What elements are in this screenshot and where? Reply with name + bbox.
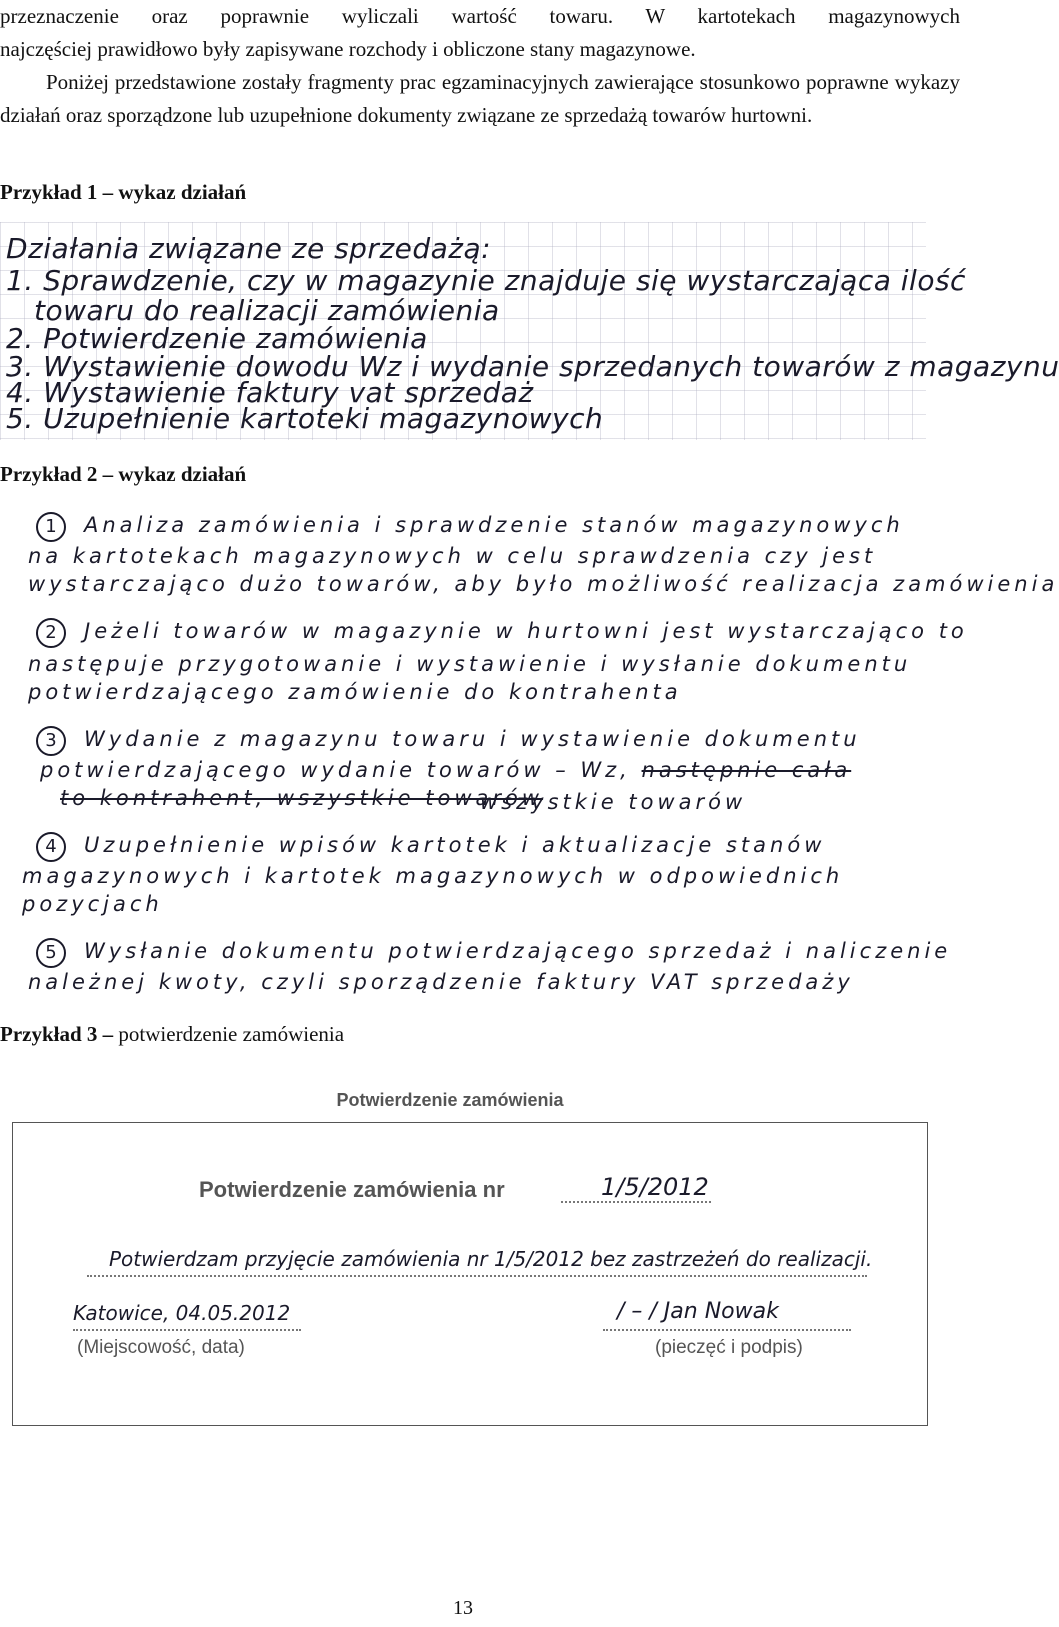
handwritten-line: 3. Wystawienie dowodu Wz i wydanie sprzedanych towarów z magazynu: [6, 350, 1059, 383]
handwritten-line: na kartotekach magazynowych w celu sprawdzenia czy jest: [28, 544, 877, 568]
item-number-circle: 2: [36, 618, 66, 648]
form-heading: Potwierdzenie zamówienia nr: [199, 1177, 505, 1202]
form-title: Potwierdzenie zamówienia: [336, 1090, 564, 1110]
crossed-out-text: to kontrahent, wszystkie towarów: [60, 786, 544, 810]
intro-paragraph-2: Poniżej przedstawione zostały fragmenty prac egzaminacyjnych zawierające stosunkowo poprawne wykazy działań oraz sporządzone lub uzupełnione dokumenty związane ze sprzedażą towarów hurtowni.: [0, 70, 960, 127]
signature-label: (pieczęć i podpis): [655, 1337, 803, 1358]
confirmation-text-handwritten: Potwierdzam przyjęcie zamówienia nr 1/5/2012 bez zastrzeżeń do realizacji.: [109, 1247, 873, 1271]
handwritten-line: potwierdzającego wydanie towarów – Wz, następnie cała: [40, 758, 852, 782]
page-number: 13: [453, 1597, 473, 1619]
crossed-out-text: następnie cała: [641, 758, 852, 782]
dotted-line: [603, 1329, 851, 1331]
intro-line-1: przeznaczenie oraz poprawnie wyliczali wartość towaru. W kartotekach magazynowych: [0, 4, 960, 28]
intro-line-2: najczęściej prawidłowo były zapisywane rozchody i obliczone stany magazynowe.: [0, 37, 696, 61]
handwritten-line: 2. Potwierdzenie zamówienia: [6, 322, 428, 355]
handwritten-line: 4 Uzupełnienie wpisów kartotek i aktualizacje stanów: [36, 832, 825, 862]
place-date-handwritten: Katowice, 04.05.2012: [73, 1301, 291, 1325]
handwritten-line: 1 Analiza zamówienia i sprawdzenie stanów magazynowych: [36, 512, 904, 542]
example-2-heading: Przykład 2 – wykaz działań: [0, 462, 247, 486]
handwritten-correction: wszystkie towarów: [480, 790, 747, 814]
order-confirmation-form: [12, 1122, 928, 1426]
example-1-heading: Przykład 1 – wykaz działań: [0, 180, 247, 204]
dotted-line: [73, 1329, 301, 1331]
handwritten-line: 5. Uzupełnienie kartoteki magazynowych: [6, 402, 604, 435]
example-3-heading: Przykład 3 – potwierdzenie zamówienia: [0, 1022, 345, 1046]
handwritten-line: należnej kwoty, czyli sporządzenie faktury VAT sprzedaży: [28, 970, 854, 994]
handwritten-line: magazynowych i kartotek magazynowych w odpowiednich: [22, 864, 844, 888]
handwritten-line: 3 Wydanie z magazynu towaru i wystawienie dokumentu: [36, 726, 861, 756]
handwritten-line: towaru do realizacji zamówienia: [34, 294, 500, 327]
item-number-circle: 5: [36, 938, 66, 968]
item-number-circle: 3: [36, 726, 66, 756]
handwritten-line: Działania związane ze sprzedażą:: [6, 232, 492, 265]
dotted-line: [87, 1275, 867, 1277]
item-number-circle: 1: [36, 512, 66, 542]
item-number-circle: 4: [36, 832, 66, 862]
intro-text: [0, 0, 960, 132]
order-number-handwritten: 1/5/2012: [601, 1173, 709, 1201]
handwritten-line: [60, 786, 543, 810]
handwritten-line: wystarczająco dużo towarów, aby było możliwość realizacja zamówienia: [28, 572, 1059, 596]
handwritten-line: 4. Wystawienie faktury vat sprzedaż: [6, 376, 534, 409]
signature-handwritten: / – / Jan Nowak: [617, 1299, 779, 1324]
handwritten-line: następuje przygotowanie i wystawienie i wysłanie dokumentu: [28, 652, 912, 676]
example-1-handwriting-scan: [0, 222, 1059, 440]
handwritten-line: 2 Jeżeli towarów w magazynie w hurtowni jest wystarczająco to: [36, 618, 968, 648]
handwritten-line: pozycjach: [22, 892, 163, 916]
place-date-label: (Miejscowość, data): [77, 1337, 245, 1358]
example-2-handwriting-scan: [0, 500, 1059, 1000]
handwritten-line: 1. Sprawdzenie, czy w magazynie znajduje się wystarczająca ilość: [6, 264, 966, 297]
dotted-line: [561, 1201, 711, 1203]
handwritten-line: 5 Wysłanie dokumentu potwierdzającego sprzedaż i naliczenie: [36, 938, 951, 968]
handwritten-line: potwierdzającego zamówienie do kontrahenta: [28, 680, 682, 704]
